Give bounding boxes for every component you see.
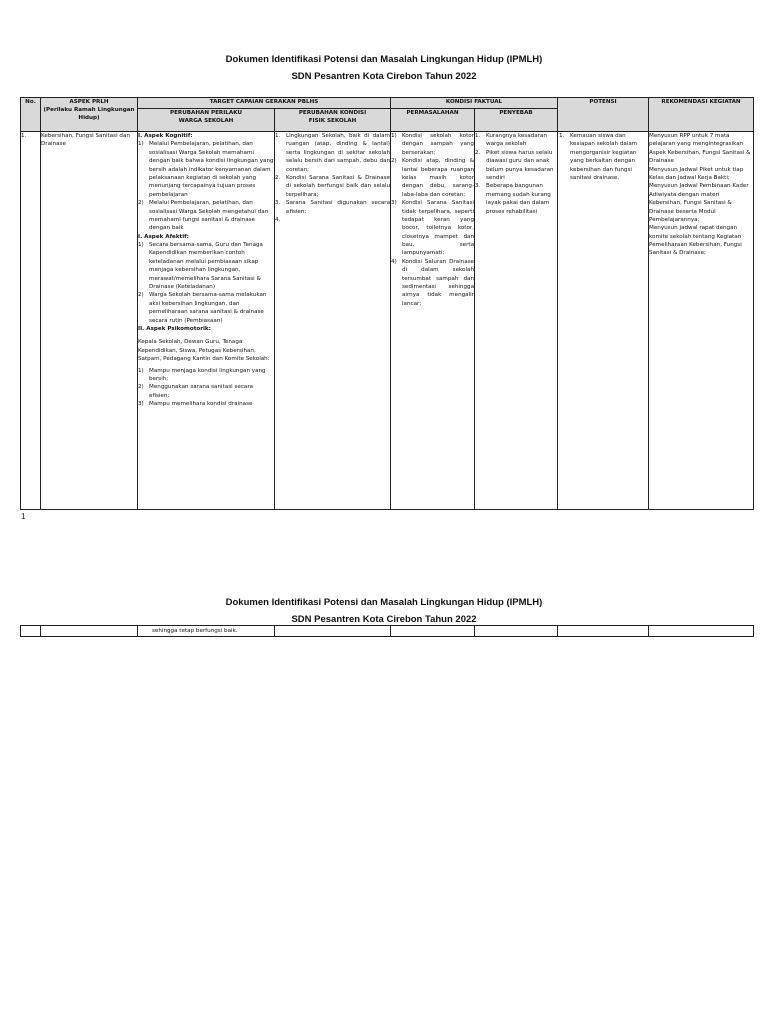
list-marker: 2) [138,384,144,391]
list-marker: 1) [138,242,144,249]
cell-aspek [41,132,138,510]
page2-cell-perilaku [138,626,275,637]
list-text: Mampu memelihara kondisi drainase [149,401,253,408]
psikomotorik-intro: Kepala Sekolah, Dewan Guru, Tenaga Kependidikan, Siswa, Petugas Kebersihan, Satpam, Pedagang Kantin dan Komite Sekolah: [138,339,270,363]
page2-cell-permasalahan [391,626,475,637]
list-item [138,400,274,408]
list-text: Lingkungan Sekolah, baik di dalam ruangan (atap, dinding & lantai) serta lingkungan di sekitar sekolah selalu bersih dari sampah, debu dan coretan; [286,133,390,173]
header-aspek [41,98,138,132]
list-item [275,199,390,216]
list-text: Kondisi atap, dinding & lantai beberapa ruangan kelas masih kotor dengan debu, sarang- laba-laba dan coretan; [402,158,474,198]
list-marker: 3. [475,183,481,190]
cell-fisik [275,132,391,510]
header-potensi: POTENSI [558,98,649,132]
psikomotorik-title: II. Aspek Psikomotorik: [138,325,211,332]
header-aspek-line1: ASPEK PRLH [69,99,109,105]
header-target: TARGET CAPAIAN GERAKAN PBLHS [138,98,391,109]
afektif-title: I. Aspek Afektif: [138,233,189,240]
header-fisik-line1: PERUBAHAN KONDISI [298,110,367,116]
cell-penyebab [475,132,558,510]
list-marker: 3) [391,200,397,207]
list-item [275,132,390,174]
list-marker: 3) [138,401,144,408]
permasalahan-list [391,132,474,308]
list-item [391,258,474,308]
potensi-list [559,132,648,182]
header-aspek-line2: (Perilaku Ramah Lingkungan Hidup) [43,107,135,122]
list-item [559,132,648,182]
page2-cell-penyebab [475,626,558,637]
page2-cell-no [21,626,41,637]
list-text: Menggunakan sarana sanitasi secara efisien; [149,384,254,399]
list-text: Kurangnya kesadaran warga sekolah [486,133,547,148]
list-item [138,140,274,199]
list-text: Warga Sekolah bersama-sama melakukan aksi kebersihan lingkungan, dan pemeliharaan sarana sanitasi & drainase secara rutin (Pembiasaan) [149,292,267,324]
header-fisik [275,109,391,132]
list-marker: 2) [391,158,397,165]
list-marker: 4) [391,258,397,265]
list-item [138,291,274,325]
list-marker: 2. [275,174,281,181]
rekomendasi-item: Menyusun Jadwal Piket untuk tiap Kelas dan Jadwal Kerja Bakti; [649,166,744,181]
list-item [138,241,274,291]
header-perilaku [138,109,275,132]
cell-permasalahan [391,132,475,510]
header-penyebab: PENYEBAB [475,109,558,132]
kognitif-list [138,140,274,232]
list-text: Melalui Pembelajaran, pelatihan, dan sosialisasi Warga Sekolah mengetahui dan memahami fungsi sanitasi & drainase dengan baik [149,200,269,232]
header-perilaku-line1: PERUBAHAN PERILAKU [170,110,242,116]
list-item [391,199,474,258]
list-text: Kondisi sekolah kotor dengan sampah yang berserakan; [402,133,474,156]
row-aspek: Kebersihan, Fungsi Sanitasi dan Drainase [41,133,130,148]
cell-perilaku [138,132,275,510]
rekomendasi-list [649,132,753,258]
list-text: Beberapa bangunan memang sudah kurang layak pakai dan dalam proses rehabilitasi [486,183,551,215]
list-item [138,383,274,400]
list-text: Kondisi Sarana Sanitasi tidak terpelihara, seperti tedapat keran yang bocor, toiletnya kotor, closetnya mampet dan bau, serta lampunyamati; [402,200,474,257]
list-marker: 1) [138,141,144,148]
list-item [391,157,474,199]
page2-cell-potensi [558,626,649,637]
list-text: Kondisi Sarana Sanitasi & Drainase di sekolah berfungsi baik dan selalu terpelihara; [286,174,390,198]
list-text: Kemauan siswa dan kesiapan sekolah dalam mengorganisir kegiatan yang berkaitan dengan kebersihan dan fungsi sanitasi drainase, [570,133,638,181]
list-item [391,132,474,157]
list-marker: 2) [138,200,144,207]
list-text: Melalui Pembelajaran, pelatihan, dan sosialisasi Warga Sekolah memahami dengan baik bahwa kondisi lingkungan yang bersih adalah indikator kenyamanan dalam pelaksanaan kegiatan di sekolah yang menunjang tercapainya tujuan proses pembelajaran [149,141,274,198]
list-marker: 1. [559,133,565,139]
header-permasalahan: PERMASALAHAN [391,109,475,132]
page-number: 1 [21,512,26,521]
header-rekomendasi: REKOMENDASI KEGIATAN [649,98,754,132]
list-marker: 1. [475,133,481,139]
list-marker: 2. [475,149,481,156]
page2-document-subtitle: SDN Pesantren Kota Cirebon Tahun 2022 [291,614,477,625]
header-fisik-line2: FISIK SEKOLAH [308,118,357,125]
page2-cell-rekomendasi [649,626,754,637]
cell-no [21,132,41,510]
penyebab-list [475,132,557,216]
list-text [286,216,390,224]
list-text: Mampu menjaga kondisi lingkungan yang bersih; [149,367,266,382]
header-perilaku-line2: WARGA SEKOLAH [178,118,234,125]
header-kondisi: KONDISI FAKTUAL [391,98,558,109]
psikomotorik-list [138,367,274,409]
rekomendasi-item: Menyusun jadwal rapat dengan komite sekolah tentang Kegiatan Pemeliharaan Kebersihan, Fungsi Sanitasi & Drainase; [649,225,742,257]
document-subtitle: SDN Pesantren Kota Cirebon Tahun 2022 [291,71,477,82]
page2-document-title: Dokumen Identifikasi Potensi dan Masalah Lingkungan Hidup (IPMLH) [225,597,543,608]
cell-potensi [558,132,649,510]
page2-cell-aspek [41,626,138,637]
ipmlh-table [20,97,754,510]
list-item [475,132,557,149]
list-text: Kondisi Saluran Drainase di dalam sekolah tersumbat sampah dan sedimentasi sehingga airnya tidak mengalir lancar; [402,258,474,307]
list-item [475,149,557,183]
list-text: Sarana Sanitasi digunakan secara efisien; [286,200,390,215]
list-text: Secara bersama-sama, Guru dan Tenaga Kependidikan memberikan contoh keteladanan melalui pembiasaan sikap menjaga kebersihan lingkungan, merawat/memelihara Sarana Sanitasi & Drainase (Keteladanan) [149,242,263,291]
fisik-list [275,132,390,224]
list-marker: 3. [275,200,281,207]
page2-cell-fisik [275,626,391,637]
list-marker: 2) [138,292,144,299]
page2-table [20,625,754,637]
rekomendasi-item: Menyusun Jadwal Pembinaan Kader Adiwiyata dengan materi Kebersihan, Fungsi Sanitasi & Drainase beserta Modul Pembelajarannya; [649,183,749,223]
list-marker: 1. [275,133,281,139]
cell-rekomendasi [649,132,754,510]
list-item [475,182,557,216]
kognitif-title: I. Aspek Kognitif: [138,133,193,139]
header-no: No. [21,98,41,132]
list-text: Piket siswa harus selalu diawasi guru dan anak belum punya kesadaran sendiri [486,149,554,181]
list-item [275,216,390,224]
list-marker: 4. [275,216,281,223]
list-item [138,367,274,384]
list-marker: 1) [391,133,397,139]
document-title: Dokumen Identifikasi Potensi dan Masalah Lingkungan Hidup (IPMLH) [225,54,543,65]
list-item [138,199,274,233]
row-no: 1. [21,133,27,139]
page2-continued-text: sehingga tetap berfungsi baik. [152,628,238,634]
rekomendasi-item: Menyusun RPP untuk 7 mata pelajaran yang mengintegrasikan Aspek Kebersihan, Fungsi Sanitasi & Drainase [649,133,751,165]
list-item [275,174,390,199]
list-marker: 1) [138,367,144,374]
afektif-list [138,241,274,325]
